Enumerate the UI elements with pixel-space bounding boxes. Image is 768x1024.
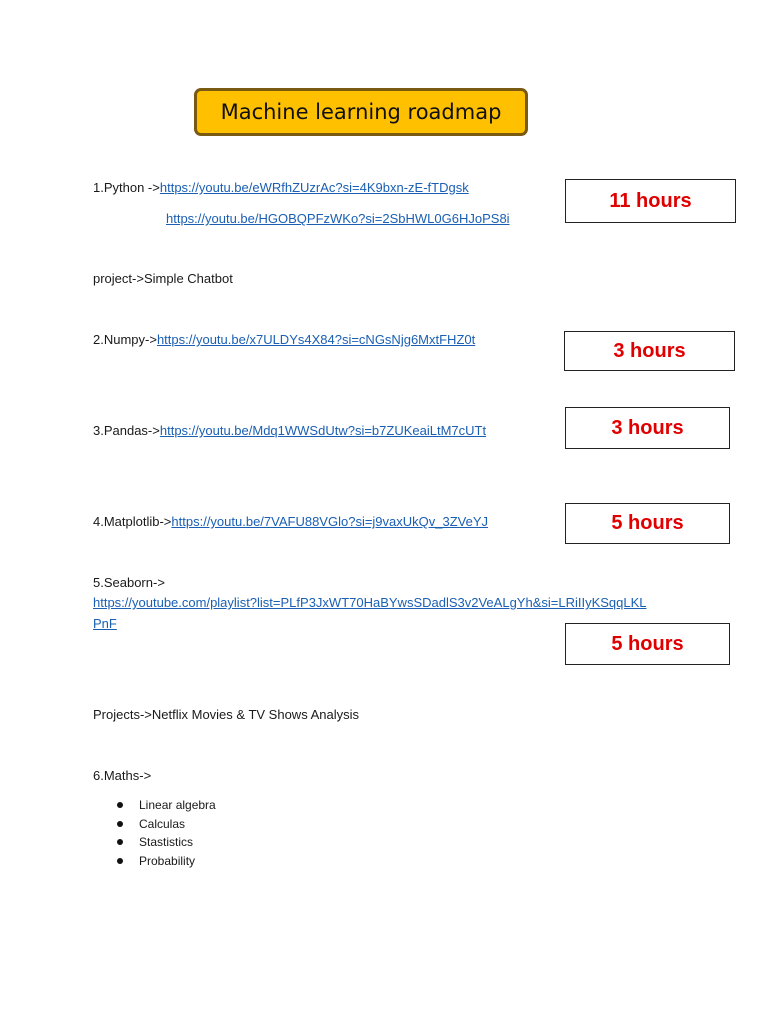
numpy-hours: 3 hours [613,339,686,362]
bullet-icon [117,821,123,827]
list-item [117,833,216,852]
seaborn-link-line-2 [93,615,117,632]
python-hours-box [565,179,736,223]
pandas-line [93,422,486,439]
topic-label: Stastistics [139,835,194,849]
topic-label: Linear algebra [139,798,216,812]
list-item [117,815,216,834]
numpy-link[interactable]: https://youtu.be/x7ULDYs4X84?si=cNGsNjg6MxtFHZ0t [156,332,476,347]
seaborn-link[interactable]: https://youtube.com/playlist?list=PLfP3JxWT70HaBYwsSDadlS3v2VeALgYh&si=LRiIIyKSqqLKL [93,595,647,610]
numpy-label: 2.Numpy-> [93,332,157,347]
seaborn-link-continued[interactable]: PnF [93,616,117,631]
matplotlib-label: 4.Matplotlib-> [93,514,172,529]
topic-label: Probability [139,853,196,868]
topic-label: Calculas [139,816,186,831]
matplotlib-hours-box [565,503,730,544]
page-title: Machine learning roadmap [220,100,502,124]
matplotlib-line [93,513,488,530]
title-box [194,88,528,136]
matplotlib-hours: 5 hours [611,512,684,534]
pandas-hours: 3 hours [611,416,684,439]
bullet-icon [117,839,123,845]
bullet-icon [117,802,123,808]
seaborn-line [93,574,165,591]
python-hours: 11 hours [609,189,692,212]
pandas-hours-box [565,407,730,449]
maths-topics-list [117,796,216,870]
seaborn-hours-box [565,623,730,665]
python-label: 1.Python -> [93,180,160,195]
maths-label: 6.Maths-> [93,768,152,783]
project-chatbot-text: project->Simple Chatbot [93,271,233,286]
seaborn-hours: 5 hours [611,632,684,655]
maths-line [93,767,151,784]
seaborn-label: 5.Seaborn-> [93,575,165,590]
bullet-icon [117,858,123,864]
python-line-2 [166,210,510,227]
list-item [117,852,216,871]
pandas-link[interactable]: https://youtu.be/Mdq1WWSdUtw?si=b7ZUKeaiLtM7cUTt [159,423,487,438]
matplotlib-link[interactable]: https://youtu.be/7VAFU88VGlo?si=j9vaxUkQv_3ZVeYJ [171,514,489,529]
project-netflix [93,706,359,723]
list-item [117,796,216,815]
python-link-1[interactable]: https://youtu.be/eWRfhZUzrAc?si=4K9bxn-zE-fTDgsk [159,180,469,195]
pandas-label: 3.Pandas-> [93,423,160,438]
project-netflix-text: Projects->Netflix Movies & TV Shows Analysis [93,707,359,722]
seaborn-link-line-1 [93,594,647,611]
numpy-line [93,331,475,348]
project-chatbot [93,270,233,287]
numpy-hours-box [564,331,735,371]
python-link-2[interactable]: https://youtu.be/HGOBQPFzWKo?si=2SbHWL0G6HJoPS8i [166,211,510,226]
python-line [93,179,469,196]
